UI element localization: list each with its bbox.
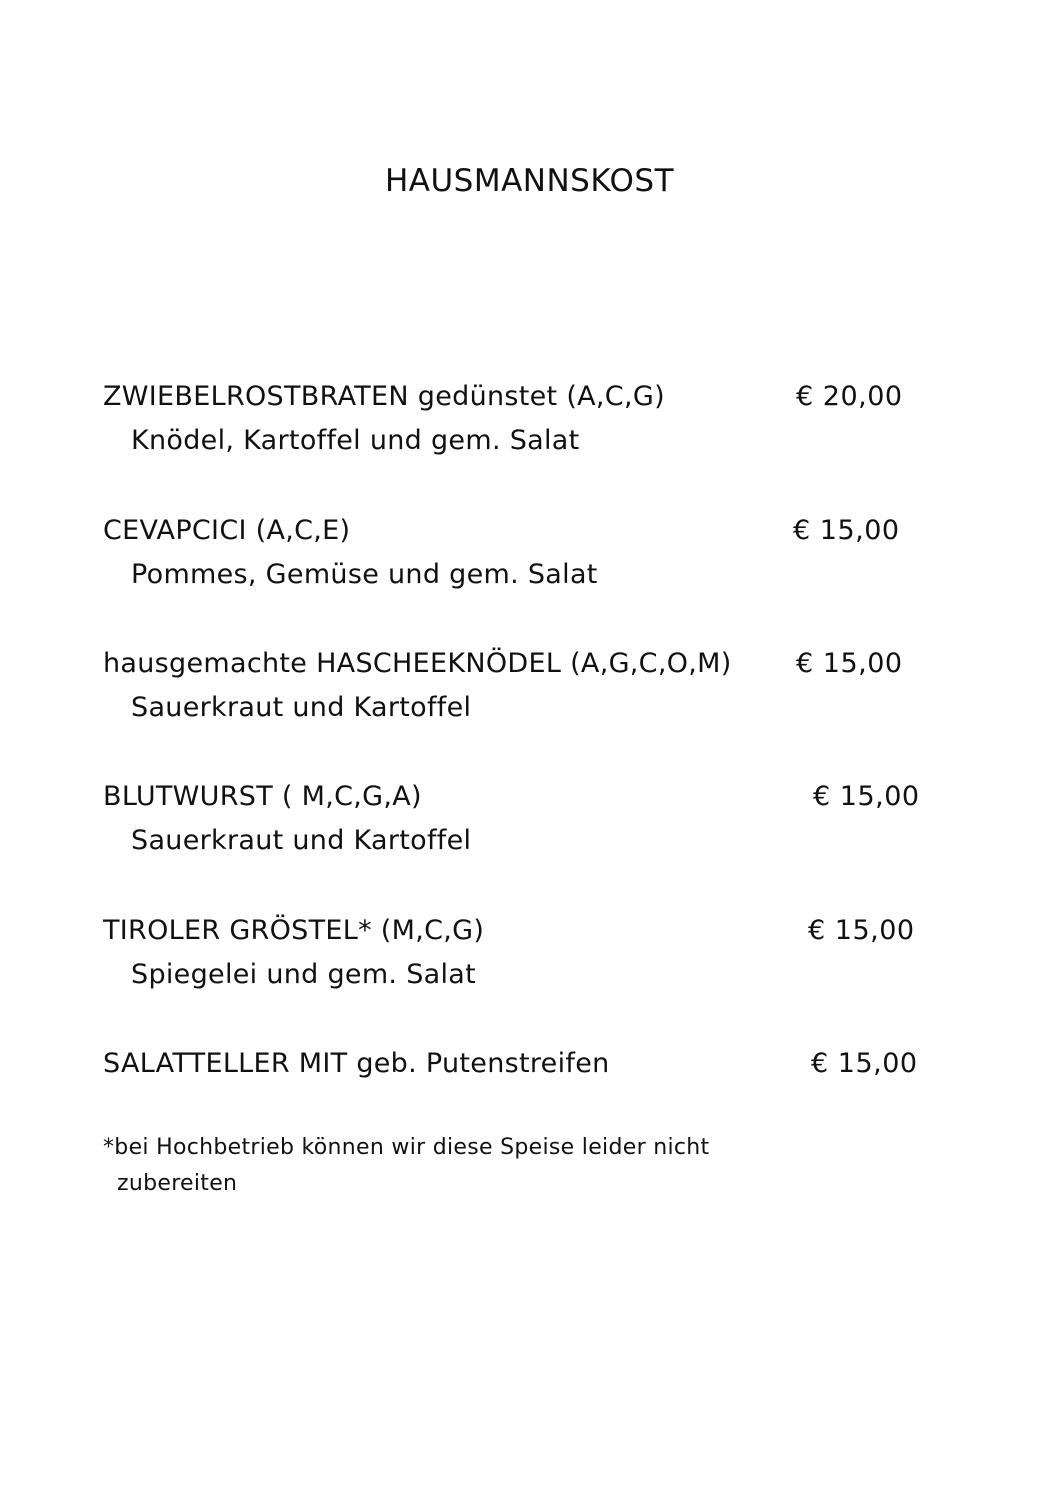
footnote [103,1130,709,1202]
menu-item-description: Knödel, Kartoffel und gem. Salat [131,425,580,456]
footnote-line: zubereiten [117,1171,238,1196]
footnote-line: *bei Hochbetrieb können wir diese Speise leider nicht [103,1135,710,1160]
menu-item-name: TIROLER GRÖSTEL* (M,C,G) [103,915,485,946]
menu-item-name: hausgemachte HASCHEEKNÖDEL (A,G,C,O,M) [103,648,732,679]
menu-item-name: ZWIEBELROSTBRATEN gedünstet (A,C,G) [103,381,665,412]
menu-item-name: SALATTELLER MIT geb. Putenstreifen [103,1048,610,1079]
menu-item-description: Sauerkraut und Kartoffel [131,692,472,723]
menu-item-price: € 15,00 [808,915,915,946]
menu-item-price: € 15,00 [796,648,903,679]
menu-item-name: BLUTWURST ( M,C,G,A) [103,781,422,812]
menu-item-price: € 15,00 [793,515,900,546]
menu-item-description: Spiegelei und gem. Salat [131,959,477,990]
menu-item-description: Sauerkraut und Kartoffel [131,825,472,856]
menu-item-price: € 20,00 [796,381,903,412]
menu-item-name: CEVAPCICI (A,C,E) [103,515,351,546]
menu-item-price: € 15,00 [813,781,920,812]
menu-item-description: Pommes, Gemüse und gem. Salat [131,559,598,590]
menu-item-price: € 15,00 [811,1048,918,1079]
page-title: HAUSMANNSKOST [384,163,675,199]
